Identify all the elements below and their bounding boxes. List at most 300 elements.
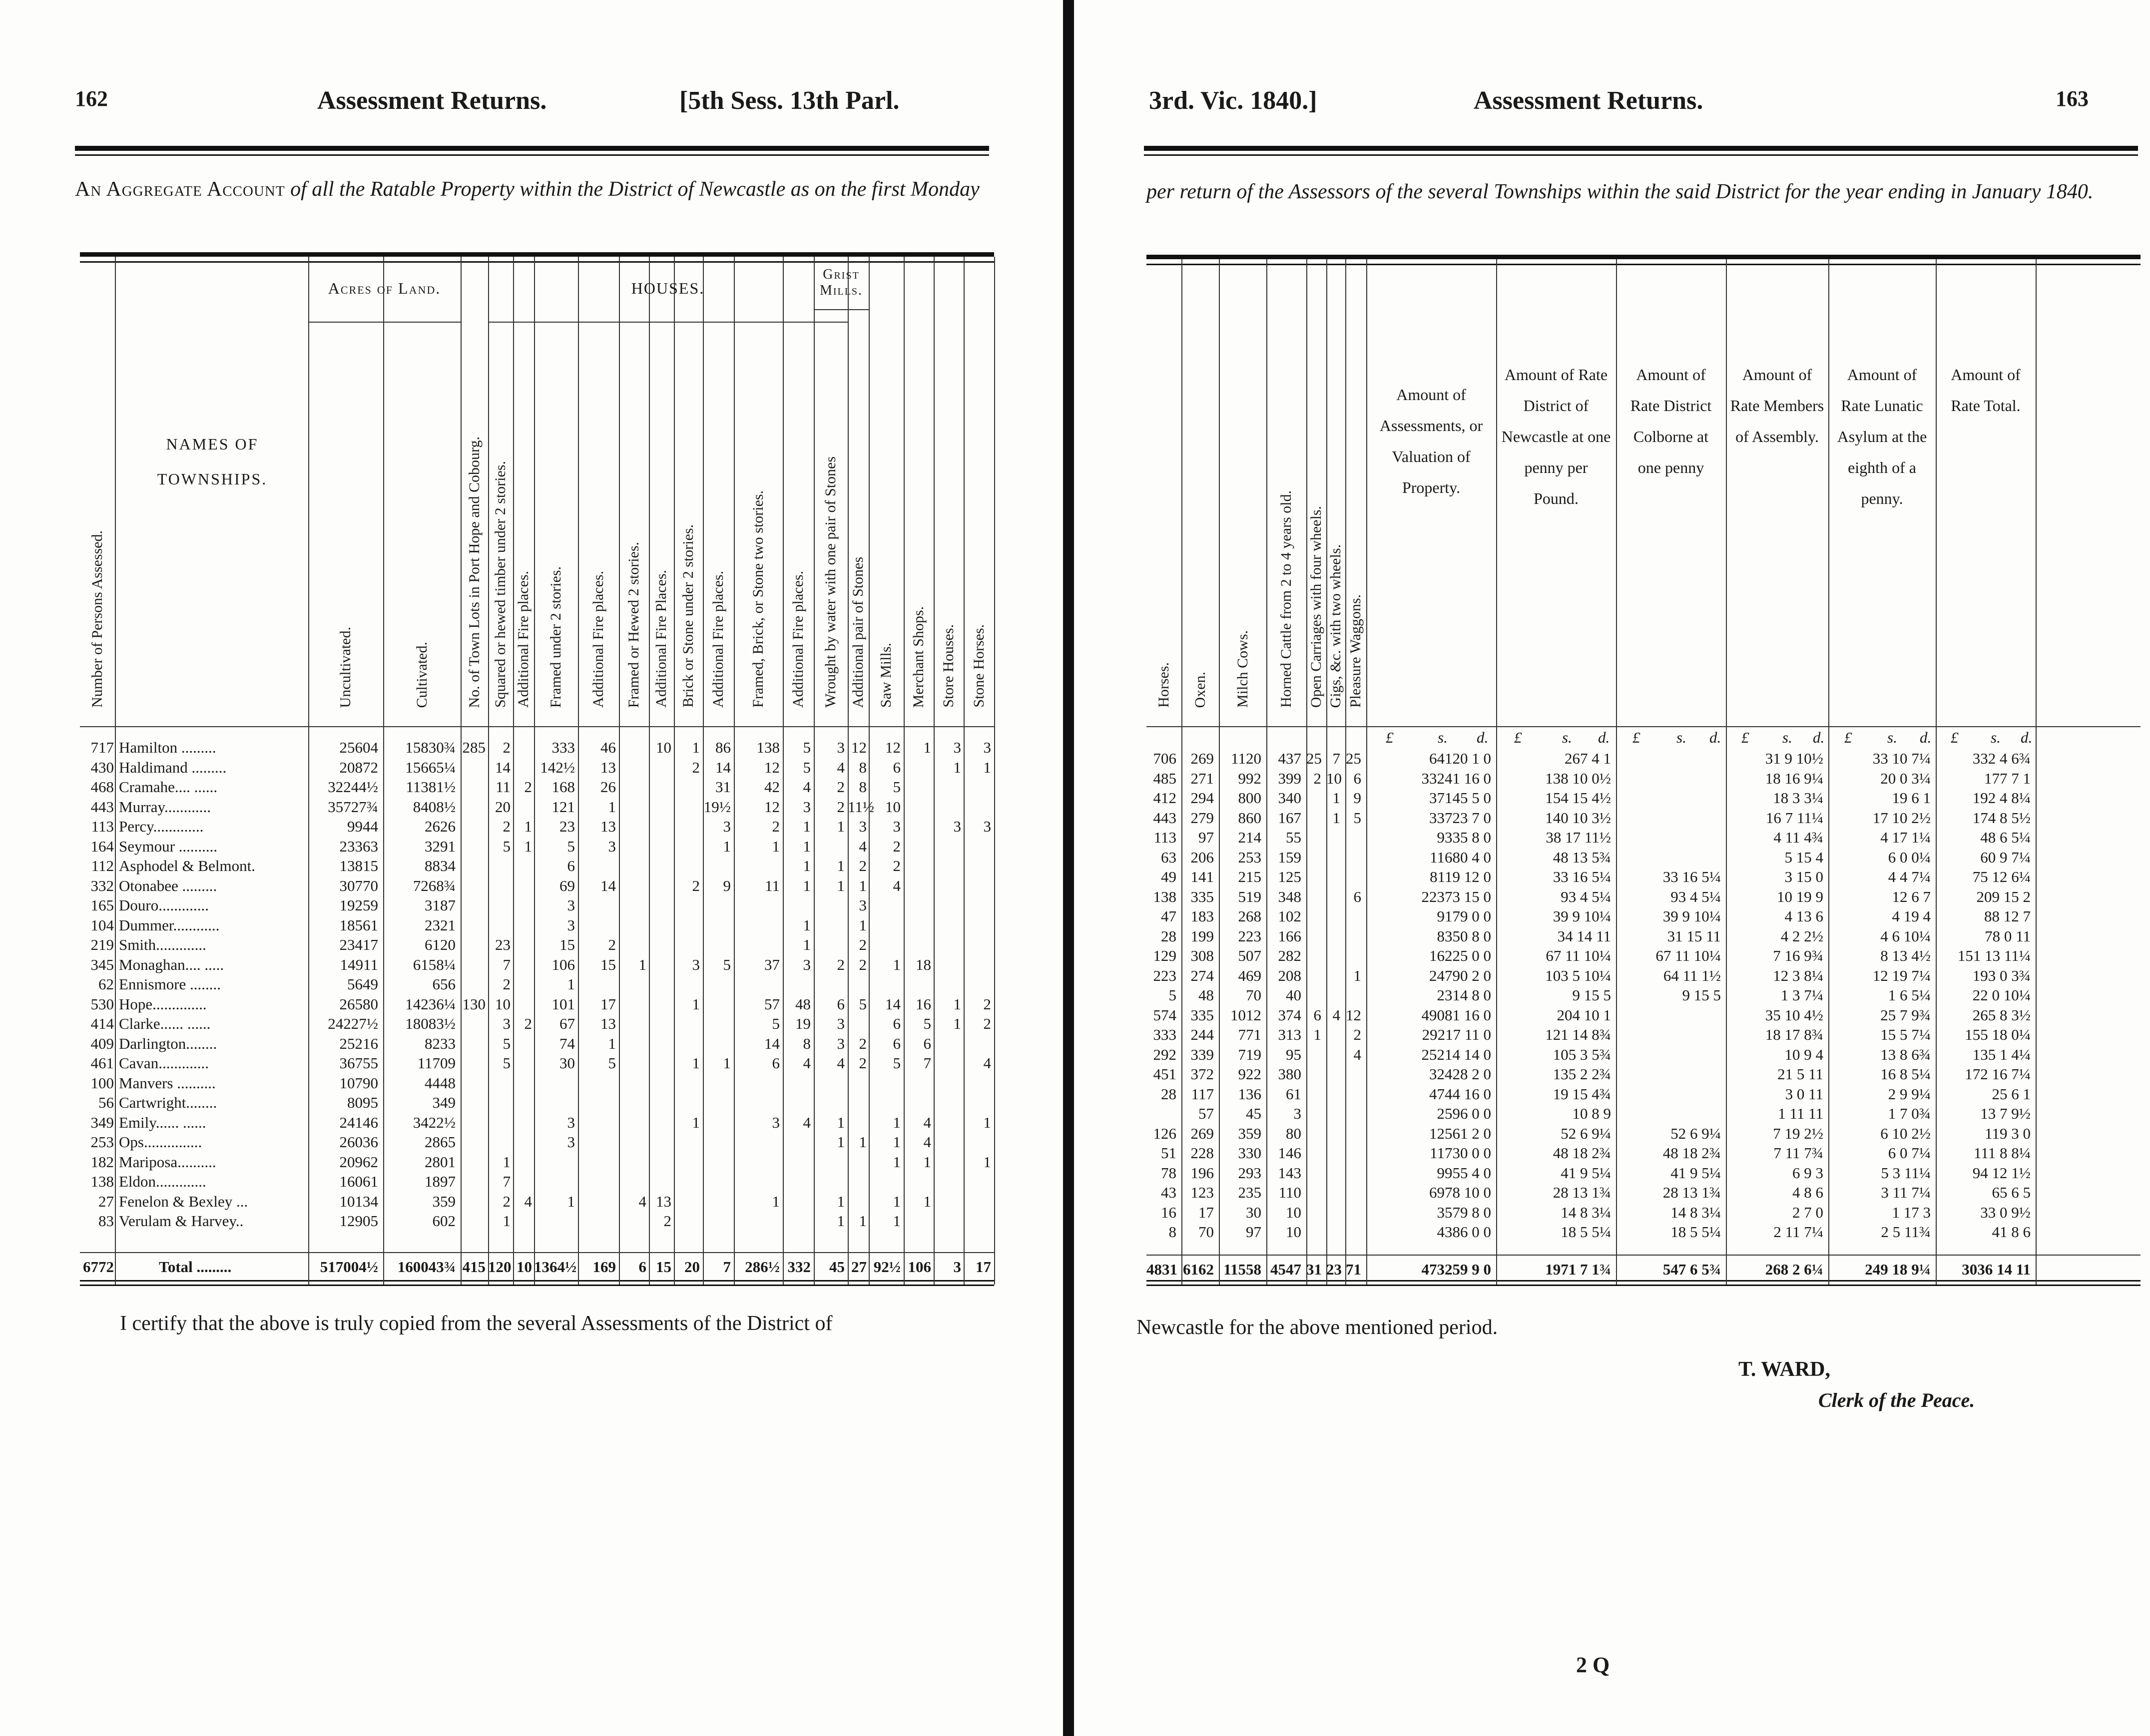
cell: 142½	[540, 758, 575, 776]
cell: 69	[559, 876, 575, 894]
cell: 2	[503, 975, 511, 993]
cell: 313	[1278, 1026, 1301, 1043]
cell: 26580	[339, 995, 378, 1013]
cell: 1	[923, 739, 931, 756]
table-row	[1146, 1184, 2141, 1202]
cell: 333	[551, 739, 575, 756]
cell: 151 13 11¼	[1957, 947, 2031, 964]
cell: 349	[90, 1113, 114, 1131]
cell: 800	[1238, 789, 1261, 807]
cell: 6	[772, 1054, 780, 1072]
cell: 1	[608, 798, 616, 816]
signature-mark: 2 Q	[1576, 1653, 1610, 1677]
cell: 4	[803, 1113, 811, 1131]
table-row	[80, 916, 994, 934]
table-row	[1146, 809, 2141, 827]
cell: 70	[1246, 986, 1261, 1004]
cell: 12	[885, 739, 901, 756]
cell: 2	[859, 955, 867, 973]
table-row	[1146, 1105, 2141, 1123]
cell: 335	[1190, 887, 1214, 905]
cell: 1	[692, 1054, 700, 1072]
cell: 16225 0 0	[1429, 947, 1491, 964]
cell: 6	[893, 758, 901, 776]
cell: 40	[1286, 986, 1301, 1004]
lsd-label: d.	[1709, 729, 1721, 746]
total-cell: 286½	[745, 1258, 780, 1276]
total-cell: 4547	[1270, 1261, 1301, 1278]
cell: 16 7 11¼	[1765, 809, 1823, 827]
rates-table	[1146, 255, 2141, 1286]
cell: 16	[1161, 1203, 1176, 1221]
cell: 12 6 7	[1892, 887, 1931, 905]
account-text-left: of all the Ratable Property within the District of Newcastle as on the first Monday	[290, 178, 980, 201]
cell: 25	[1346, 750, 1361, 767]
table-row	[80, 818, 994, 836]
money-header: Amount of Assessments, or Valuation of Property.	[1379, 386, 1483, 496]
cell: 8834	[425, 857, 456, 874]
cell: 28	[1161, 1085, 1176, 1103]
cell: 2	[524, 1015, 532, 1032]
cell: 12 3 8¼	[1773, 966, 1823, 984]
cell: 30	[1246, 1203, 1261, 1221]
cell: 138	[90, 1173, 114, 1190]
township-name: Monaghan.... .....	[119, 955, 224, 973]
cell: 3	[803, 955, 811, 973]
cell: 8 13 4½	[1880, 947, 1931, 964]
cell: 2	[503, 739, 511, 756]
cell: 2 11 7¼	[1773, 1223, 1823, 1241]
cell: 10	[656, 739, 671, 756]
cell: 1	[837, 1133, 845, 1151]
cell: 25 6 1	[1992, 1085, 2031, 1103]
table-row	[80, 1173, 994, 1191]
cell: 18 17 8¾	[1765, 1026, 1823, 1043]
cell: 443	[1153, 809, 1176, 827]
lsd-label: s.	[1438, 729, 1448, 746]
cell: 32428 2 0	[1429, 1065, 1491, 1083]
cell: 7 11 7¾	[1773, 1144, 1823, 1162]
cell: 121	[551, 798, 575, 816]
running-title-right: Assessment Returns.	[1474, 86, 1703, 115]
total-row	[1146, 1261, 2141, 1279]
cell: 2	[608, 936, 616, 953]
table-row	[1146, 1144, 2141, 1162]
cell: 193 0 3¾	[1972, 966, 2031, 984]
cell: 2	[837, 798, 845, 816]
cell: 33 16 5¼	[1553, 868, 1611, 885]
township-name: Haldimand .........	[119, 758, 227, 776]
cell: 22 0 10¼	[1972, 986, 2031, 1004]
cell: 2 9 9¼	[1888, 1085, 1931, 1103]
table-row	[80, 995, 994, 1013]
group-houses-label: HOUSES.	[631, 279, 705, 297]
lsd-label: £	[1741, 729, 1749, 746]
money-header: Amount of Rate Lunatic Asylum at the eighth of a penny.	[1837, 366, 1927, 507]
cell: 12	[764, 758, 780, 776]
cell: 12	[764, 798, 780, 816]
cell: 719	[1238, 1045, 1261, 1063]
cell: 110	[1278, 1184, 1301, 1201]
cell: 1	[1313, 1026, 1321, 1043]
column-header: Additional Fire places.	[790, 570, 806, 708]
cell: 574	[1153, 1006, 1176, 1024]
cell: 32244½	[328, 778, 378, 796]
cell: 330	[1238, 1144, 1261, 1162]
cell: 13	[656, 1192, 671, 1210]
cell: 140 10 3½	[1545, 809, 1611, 827]
cell: 1	[837, 876, 845, 894]
cell: 293	[1238, 1164, 1261, 1182]
cell: 166	[1278, 927, 1301, 945]
township-name: Ops...............	[119, 1133, 202, 1151]
cell: 8350 8 0	[1437, 927, 1491, 945]
cell: 39 9 10¼	[1662, 907, 1721, 925]
cell: 28	[1161, 927, 1176, 945]
cell: 282	[1278, 947, 1301, 964]
table-row	[1146, 849, 2141, 867]
column-header: Merchant Shops.	[910, 606, 927, 708]
township-name: Ennismore ........	[119, 975, 221, 993]
cell: 1	[859, 1133, 867, 1151]
cell: 14 8 3¼	[1561, 1203, 1611, 1221]
cell: 5	[503, 1054, 511, 1072]
column-header: Store Houses.	[940, 624, 957, 708]
cell: 14911	[340, 955, 378, 973]
cell: 469	[1238, 966, 1261, 984]
cell: 8	[859, 778, 867, 796]
cell: 183	[1190, 907, 1214, 925]
cell: 33 0 9½	[1980, 1203, 2031, 1221]
cell: 23	[495, 936, 511, 953]
cell: 2 5 11¾	[1881, 1223, 1931, 1241]
lsd-labels	[1726, 729, 1828, 747]
cell: 51	[1161, 1144, 1176, 1162]
cell: 340	[1278, 789, 1301, 807]
cell: 519	[1238, 887, 1261, 905]
cell: 4	[837, 758, 845, 776]
cell: 3	[837, 1034, 845, 1052]
cell: 11½	[848, 798, 875, 816]
table-row	[80, 1193, 994, 1211]
total-rule	[80, 1252, 994, 1253]
cell: 8408½	[413, 798, 456, 816]
cell: 143	[1278, 1164, 1301, 1182]
cell: 4	[923, 1133, 931, 1151]
cell: 57	[1198, 1105, 1214, 1122]
cell: 88 12 7	[1984, 907, 2031, 925]
township-name: Verulam & Harvey..	[119, 1212, 244, 1230]
cell: 6 10 2½	[1880, 1124, 1931, 1142]
township-name: Hope..............	[119, 995, 207, 1013]
cell: 4	[1353, 1045, 1361, 1063]
table-row	[1146, 1026, 2141, 1044]
account-lead: An Aggregate Account	[75, 178, 285, 201]
vic-heading: 3rd. Vic. 1840.]	[1149, 86, 1317, 115]
cell: 21 5 11	[1777, 1065, 1823, 1083]
page-gutter	[1063, 0, 1074, 1736]
cell: 31	[715, 778, 731, 796]
total-cell: 169	[592, 1258, 616, 1276]
lsd-label: s.	[1562, 729, 1572, 746]
table-row	[80, 1074, 994, 1092]
cell: 135 1 4¼	[1972, 1045, 2031, 1063]
table-row	[80, 798, 994, 816]
cell: 154 15 4½	[1545, 789, 1611, 807]
total-cell: 6	[638, 1258, 646, 1276]
total-cell: 31	[1306, 1261, 1322, 1278]
group-grist-label: Grist Mills.	[819, 267, 863, 298]
cell: 1	[893, 955, 901, 973]
table-row	[1146, 1125, 2141, 1143]
cell: 359	[432, 1192, 456, 1210]
cell: 18083½	[405, 1015, 456, 1032]
cell: 359	[1238, 1124, 1261, 1142]
cell: 3	[837, 739, 845, 756]
cell: 208	[1278, 966, 1301, 984]
cell: 97	[1246, 1223, 1261, 1241]
cell: 14	[600, 876, 616, 894]
cell: 1	[953, 1015, 961, 1032]
group-acres-rule	[308, 322, 461, 323]
cell: 333	[1153, 1026, 1176, 1043]
header-rule-left	[75, 146, 989, 156]
cell: 2	[983, 995, 991, 1013]
cell: 3 15 0	[1784, 868, 1823, 885]
township-name: Smith.............	[119, 936, 206, 953]
table-row	[1146, 927, 2141, 945]
township-name: Cavan.............	[119, 1054, 209, 1072]
township-name: Clarke...... ......	[119, 1015, 211, 1032]
total-cell: 6772	[83, 1258, 114, 1276]
cell: 5	[859, 995, 867, 1013]
cell: 1	[524, 818, 532, 835]
cell: 34 14 11	[1557, 927, 1611, 945]
cell: 74	[559, 1034, 575, 1052]
table-row	[80, 956, 994, 974]
column-header: Saw Mills.	[878, 642, 894, 708]
cell: 1	[803, 936, 811, 953]
cell: 5	[923, 1015, 931, 1032]
cell: 52 6 9¼	[1670, 1124, 1721, 1142]
account-text-right: per return of the Assessors of the several Townships within the said District for the year ending in January 1840.	[1146, 180, 2094, 203]
cell: 3579 8 0	[1437, 1203, 1491, 1221]
cell: 1	[953, 995, 961, 1013]
cell: 3	[983, 739, 991, 756]
cell: 2	[663, 1212, 671, 1230]
cell: 2	[837, 955, 845, 973]
table-row	[80, 1035, 994, 1053]
cell: 1	[803, 837, 811, 855]
cell: 6	[893, 1015, 901, 1032]
cell: 4 11 4¾	[1773, 829, 1823, 846]
table-row	[1146, 829, 2141, 847]
total-cell: 15	[656, 1258, 671, 1276]
names-header: NAMES OF TOWNSHIPS.	[157, 435, 268, 488]
column-header: Additional Fire places.	[515, 570, 532, 708]
cell: 19	[795, 1015, 811, 1032]
column-header: Cultivated.	[413, 641, 430, 708]
cell: 6	[837, 995, 845, 1013]
column-header: Additional Fire Places.	[653, 570, 669, 708]
cell: 9 15 5	[1682, 986, 1721, 1004]
cell: 64 11 1½	[1663, 966, 1721, 984]
cell: 177 7 1	[1984, 769, 2031, 787]
table-row	[1146, 1164, 2141, 1182]
cell: 1	[923, 1192, 931, 1210]
cell: 412	[1153, 789, 1176, 807]
lsd-label: £	[1844, 729, 1852, 746]
cell: 25604	[339, 739, 378, 756]
cell: 12	[851, 739, 867, 756]
cell: 1	[692, 995, 700, 1013]
cell: 1	[983, 1113, 991, 1131]
cell: 3	[893, 818, 901, 835]
cell: 1 11 11	[1778, 1105, 1823, 1122]
cell: 3	[1293, 1105, 1301, 1122]
cell: 48	[1198, 986, 1214, 1004]
cell: 7 16 9¾	[1773, 947, 1823, 964]
cell: 1	[803, 818, 811, 835]
cell: 219	[90, 936, 114, 953]
lsd-labels	[1828, 729, 1936, 747]
cell: 10	[1326, 769, 1342, 787]
cell: 3	[859, 896, 867, 914]
cell: 23417	[339, 936, 378, 953]
lsd-label: s.	[1991, 729, 2001, 746]
cell: 38 17 11½	[1546, 829, 1611, 846]
cell: 6	[1353, 887, 1361, 905]
cell: 7268¾	[413, 876, 456, 894]
cell: 126	[1153, 1124, 1176, 1142]
cell: 409	[90, 1034, 114, 1052]
township-name: Darlington........	[119, 1034, 217, 1052]
cell: 3	[837, 1015, 845, 1032]
township-name: Eldon.............	[119, 1173, 206, 1190]
cell: 1	[524, 837, 532, 855]
cell: 42	[764, 778, 780, 796]
cell: 267 4 1	[1565, 750, 1611, 767]
cell: 244	[1190, 1026, 1214, 1043]
cell: 41 9 5¼	[1561, 1164, 1611, 1182]
cell: 67 11 10¼	[1546, 947, 1611, 964]
cell: 155 18 0¼	[1965, 1026, 2031, 1043]
cell: 11	[496, 778, 511, 796]
cell: 380	[1278, 1065, 1301, 1083]
cell: 1	[567, 1192, 575, 1210]
cell: 348	[1278, 887, 1301, 905]
cell: 1 7 0¾	[1888, 1105, 1931, 1122]
cell: 18 16 9¼	[1765, 769, 1823, 787]
cell: 6	[1353, 769, 1361, 787]
cell: 138	[756, 739, 780, 756]
cell: 1120	[1231, 750, 1261, 767]
column-header: Horned Cattle from 2 to 4 years old.	[1278, 490, 1294, 708]
cell: 1 6 5¼	[1888, 986, 1931, 1004]
cell: 36755	[339, 1054, 378, 1072]
cell: 78 0 11	[1985, 927, 2031, 945]
total-cell: 92½	[873, 1258, 901, 1276]
total-cell: 71	[1346, 1261, 1361, 1278]
cell: 3291	[425, 837, 456, 855]
cell: 11709	[417, 1054, 456, 1072]
cell: 4448	[425, 1074, 456, 1092]
cell: 2	[503, 1192, 511, 1210]
cell: 5	[567, 837, 575, 855]
cell: 5	[723, 955, 731, 973]
cell: 214	[1238, 829, 1261, 846]
cell: 15 5 7¼	[1880, 1026, 1931, 1043]
cell: 101	[551, 995, 575, 1013]
cell: 41 8 6	[1992, 1223, 2031, 1241]
lsd-labels	[1936, 729, 2036, 747]
cell: 10	[1286, 1223, 1301, 1241]
cell: 332 4 6¾	[1972, 750, 2031, 767]
cell: 4 6 10¼	[1880, 927, 1931, 945]
cell: 112	[91, 857, 114, 874]
cell: 28 13 1¾	[1553, 1184, 1611, 1201]
cell: 47	[1161, 907, 1176, 925]
cell: 3187	[425, 896, 456, 914]
cell: 374	[1278, 1006, 1301, 1024]
cell: 48	[795, 995, 811, 1013]
table-row	[1146, 1204, 2141, 1222]
cell: 468	[90, 778, 114, 796]
lsd-label: d.	[1920, 729, 1932, 746]
township-name: Asphodel & Belmont.	[119, 857, 255, 874]
cell: 992	[1238, 769, 1261, 787]
table-row	[1146, 789, 2141, 807]
session-heading: [5th Sess. 13th Parl.	[679, 86, 900, 115]
cell: 168	[551, 778, 575, 796]
certify-continued: Newcastle for the above mentioned period.	[1136, 1316, 1498, 1339]
total-cell: 7	[723, 1258, 731, 1276]
cell: 8233	[425, 1034, 456, 1052]
group-grist-rule	[814, 309, 869, 310]
cell: 4	[1332, 1006, 1340, 1024]
cell: 3	[567, 1113, 575, 1131]
cell: 174 8 5½	[1972, 809, 2031, 827]
cell: 1	[893, 1212, 901, 1230]
cell: 292	[1153, 1045, 1176, 1063]
cell: 11680 4 0	[1430, 848, 1491, 866]
township-name: Cramahe.... ......	[119, 778, 218, 796]
cell: 60 9 7¼	[1980, 848, 2031, 866]
cell: 2801	[425, 1153, 456, 1171]
cell: 3	[608, 837, 616, 855]
column-header: Stone Horses.	[970, 624, 987, 708]
cell: 2321	[425, 916, 456, 934]
cell: 30770	[339, 876, 378, 894]
cell: 35 10 4½	[1765, 1006, 1823, 1024]
cell: 1	[772, 1192, 780, 1210]
cell: 10 8 9	[1572, 1105, 1611, 1122]
column-header: Brick or Stone under 2 stories.	[680, 524, 696, 708]
cell: 9944	[347, 818, 378, 835]
lsd-label: d.	[1477, 729, 1489, 746]
total-cell: 160043¾	[397, 1258, 456, 1276]
cell: 1	[692, 1113, 700, 1131]
cell: 113	[91, 818, 114, 835]
cell: 97	[1198, 829, 1214, 846]
cell: 1	[837, 857, 845, 874]
cell: 1	[772, 837, 780, 855]
lsd-label: £	[1386, 729, 1394, 746]
group-houses-rule	[488, 322, 848, 323]
cell: 2	[837, 778, 845, 796]
cell: 12905	[339, 1212, 378, 1230]
cell: 48 13 5¾	[1553, 848, 1611, 866]
